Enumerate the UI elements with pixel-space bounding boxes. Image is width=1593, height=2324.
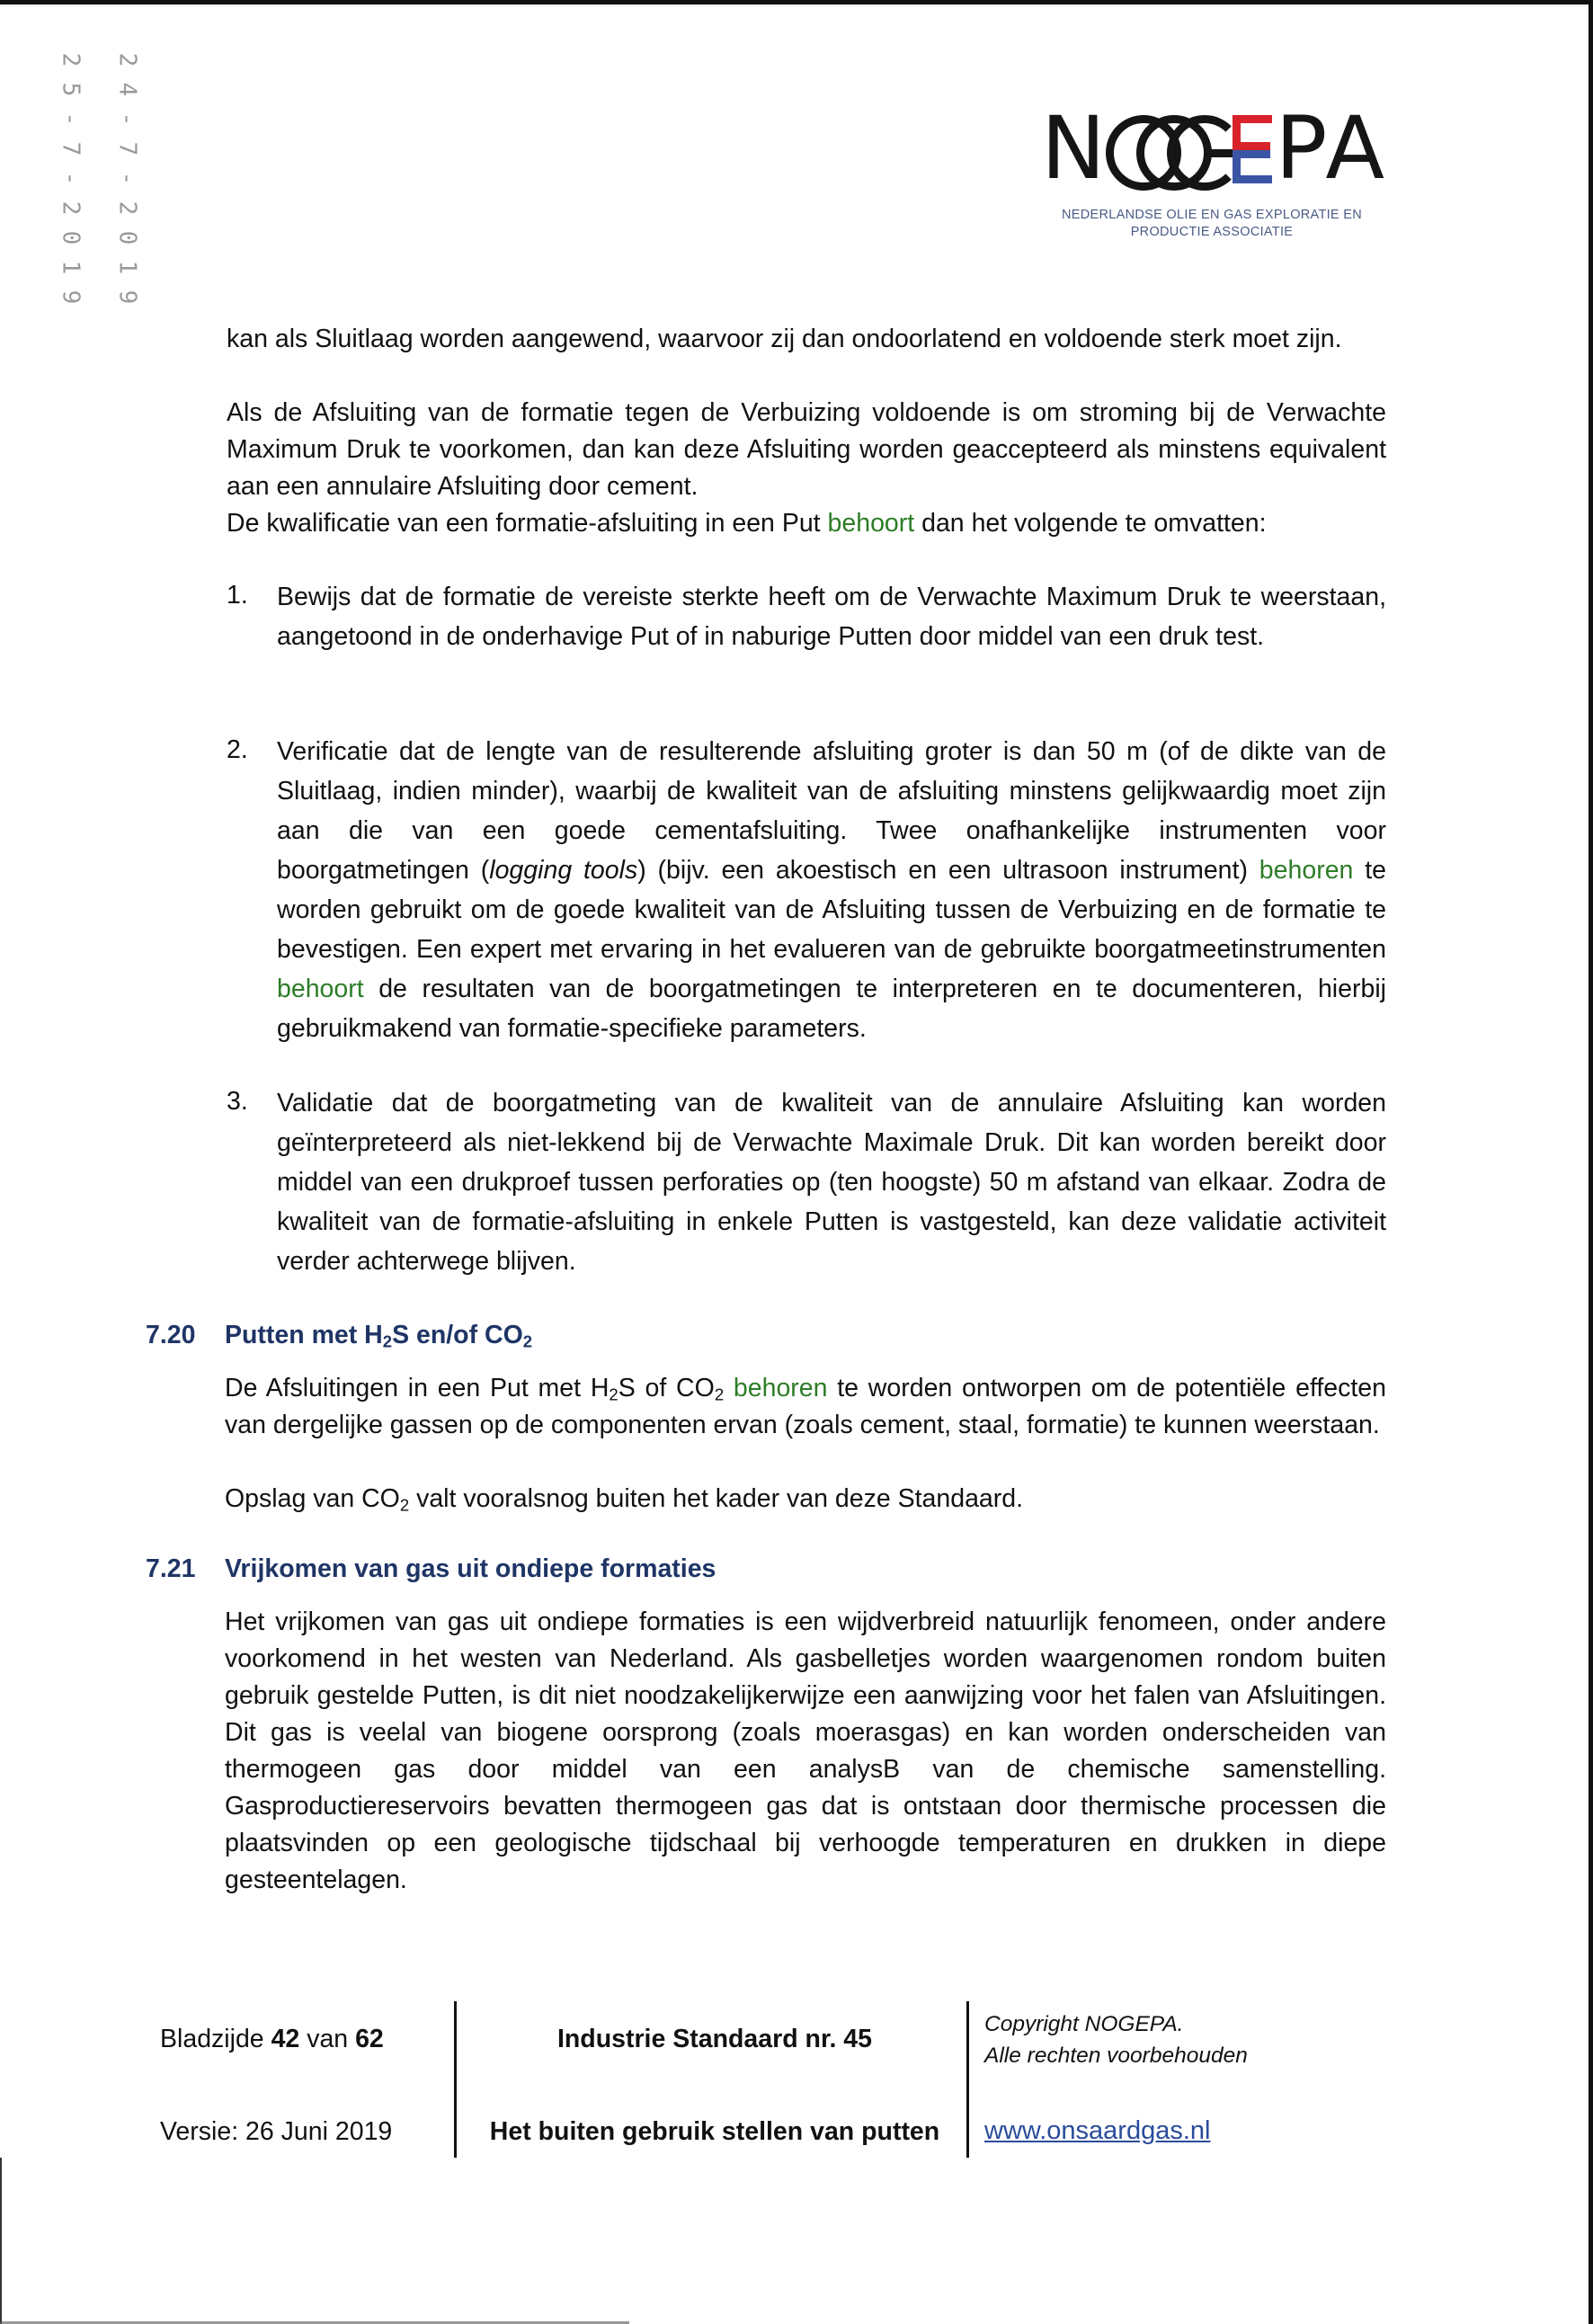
scan-border-top [0,0,1593,4]
stamp-char: - [113,171,141,186]
logo-interlocked-og-icon [1106,115,1232,183]
list-number: 2. [227,735,248,764]
document-title: Het buiten gebruik stellen van putten [489,2117,940,2146]
keyword-behoort: behoort [277,975,364,1003]
section-7-21-paragraph-1: Het vrijkomen van gas uit ondiepe formaties is een wijdverbreid natuurlijk fenomeen, onder andere voorkomend in het westen van Nederland. Als gasbelletjes worden waargenomen rondom buiten gebruik gestelde Putten, is dit niet noodzakelijkerwijze een aanwijzing voor het falen van Afsluitingen. Dit gas is veelal van biogene oorsprong (zoals moerasgas) en kan worden onderscheiden van thermogeen gas door middel van een analysB van de chemische samenstelling. Gasproductiereservoirs bevatten thermogeen gas dat is ontstaan door thermische processen die plaatsvinden op een geologische tijdschaal bij verhoogde temperaturen en drukken in diepe gesteentelagen. [225,1607,1386,1894]
logo-subtitle [1041,207,1383,241]
section-heading-7-21: 7.21 Vrijkomen van gas uit ondiepe formaties [146,1554,716,1583]
stamp-char: 1 [57,260,85,275]
intro-paragraph-3: De kwalificatie van een formatie-afsluiting in een Put behoort dan het volgende te omvatten: [227,509,1267,538]
date-stamp-received [57,45,85,312]
stamp-char: 7 [113,141,141,156]
stamp-char: - [57,111,85,127]
stamp-char: - [113,111,141,127]
logo-flag-e-icon [1233,115,1269,183]
footer-divider [454,2001,457,2158]
scan-border-left [0,2158,2,2324]
section-7-20-paragraph-2: Opslag van $CO_2$ valt vooralsnog buiten het kader van deze Standaard. [225,1484,1024,1515]
stamp-char: 7 [57,141,85,156]
section-7-20-paragraph-1: De Afsluitingen in een Put met $H_2S$ of $CO_2$ behoren te worden ontworpen om de potentiële effecten van dergelijke gassen op de componenten ervan (zoals cement, staal, formatie) te kunnen weerstaan. [225,1374,1386,1439]
logo-letter-p: P [1275,98,1326,199]
stamp-char: 2 [113,200,141,216]
stamp-char: 2 [113,52,141,67]
keyword-behoren: behoren [1259,856,1354,885]
list-text: Verificatie dat de lengte van de resulterende afsluiting groter is dan 50 m (of de dikte van de Sluitlaag, indien minder), waarbij de kwaliteit van de afsluiting minstens gelijkwaardig moet zijn aan die van een goede cementafsluiting. Twee onafhankelijke instrumenten voor boorgatmetingen (logging tools) (bijv. een akoestisch en een ultrasoon instrument) behoren te worden gebruikt om de goede kwaliteit van de Afsluiting tussen de Verbuizing en de formatie te bevestigen. Een expert met ervaring in het evalueren van de gebruikte boorgatmeetinstrumenten behoort de resultaten van de boorgatmetingen te interpreteren en te documenteren, hierbij gebruikmakend van formatie-specifieke parameters. [277,737,1387,1043]
version-date: Versie: 26 Juni 2019 [160,2117,393,2146]
copyright-notice: Copyright NOGEPA. Alle rechten voorbehouden [984,2012,1248,2068]
date-stamp-sent [113,45,141,312]
intro-paragraph-2: Als de Afsluiting van de formatie tegen de Verbuizing voldoende is om stroming bij de Verwachte Maximum Druk te voorkomen, dan kan deze Afsluiting worden geaccepteerd als minstens equivalent aan een annulaire Afsluiting door cement. [227,398,1386,501]
footer-divider [966,2001,969,2158]
list-text: Validatie dat de boorgatmeting van de kwaliteit van de annulaire Afsluiting kan worden geïnterpreteerd als niet-lekkend bij de Verwachte Maximale Druk. Dit kan worden bereikt door middel van een drukproef tussen perforaties op (ten hoogste) 50 m afstand van elkaar. Zodra de kwaliteit van de formatie-afsluiting in enkele Putten is vastgesteld, kan deze validatie activiteit verder achterwege blijven. [277,1089,1386,1276]
stamp-char: 0 [113,230,141,245]
logo-letter-a: A [1325,98,1383,199]
logo-subtitle-line: PRODUCTIE ASSOCIATIE [1130,225,1294,239]
logo-letter-n: N [1041,98,1104,199]
stamp-char: 9 [113,289,141,305]
section-heading-7-20: 7.20 Putten met $H_2S$ en/of $CO_2$ [146,1321,533,1351]
intro-paragraph-1: kan als Sluitlaag worden aangewend, waarvoor zij dan ondoorlatend en voldoende sterk moet zijn. [227,325,1342,353]
logo-wordmark [1041,98,1383,199]
stamp-char: 0 [57,230,85,245]
keyword-behoort: behoort [827,509,915,538]
standard-number: Industrie Standaard nr. 45 [556,2025,872,2053]
keyword-behoren: behoren [733,1374,828,1402]
nogepa-logo [1041,98,1383,241]
list-number: 3. [227,1087,248,1116]
stamp-char: 1 [113,260,141,275]
stamp-char: 5 [57,82,85,97]
stamp-char: 2 [57,200,85,216]
list-number: 1. [227,581,248,610]
page-footer [0,1978,1593,2176]
stamp-char: 2 [57,52,85,67]
stamp-char: 4 [113,82,141,97]
stamp-char: - [57,171,85,186]
page-number: Bladzijde 42 van 62 [160,2025,384,2053]
list-text: Bewijs dat de formatie de vereiste sterkte heeft om de Verwachte Maximum Druk te weerstaan, aangetoond in de onderhavige Put of in naburige Putten door middel van een druk test. [277,583,1386,651]
website-link[interactable]: www.onsaardgas.nl [984,2116,1211,2145]
scan-border-right [1589,0,1593,2324]
stamp-char: 9 [57,289,85,305]
logo-subtitle-line: NEDERLANDSE OLIE EN GAS EXPLORATIE EN [1062,208,1362,222]
